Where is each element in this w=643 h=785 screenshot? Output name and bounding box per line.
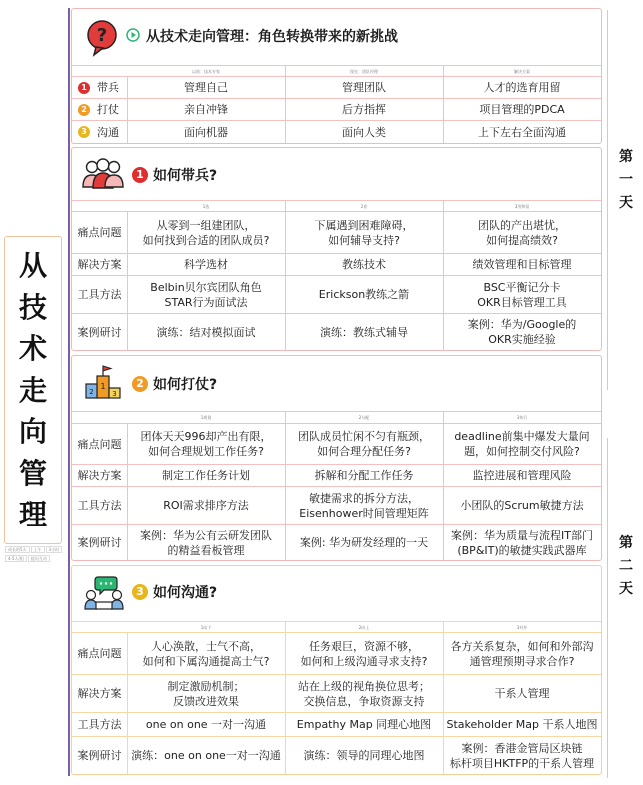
row-label xyxy=(72,77,127,98)
table-cell: BSC平衡记分卡 OKR目标管理工具 xyxy=(477,280,567,309)
table-cell: 人心涣散，士气不高， 如何和下属沟通提高士气? xyxy=(142,639,270,668)
day-one-rule xyxy=(607,10,608,390)
side-title-panel xyxy=(4,236,62,544)
col-header: 以前：技术专家 xyxy=(192,68,220,74)
side-tag: 成长的5天 xyxy=(5,546,30,553)
table-cell: Erickson教练之箭 xyxy=(318,288,410,301)
intro-row xyxy=(72,120,601,143)
col-header: 1选 xyxy=(202,203,210,209)
table-cell: 团队的产出堪忧， 如何提高绩效? xyxy=(478,218,566,247)
table-cell: 监控进展和管理风险 xyxy=(472,469,572,482)
row-label: 解决方案 xyxy=(77,687,122,700)
team-people-icon xyxy=(81,156,125,190)
table-cell: 小团队的Scrum敏捷方法 xyxy=(460,499,584,512)
row-label: 工具方法 xyxy=(77,718,122,731)
col-header: 1向下 xyxy=(200,624,212,630)
row-label-text: 带兵 xyxy=(97,81,119,94)
section-number-badge: 3 xyxy=(132,584,148,600)
table-cell: 管理自己 xyxy=(184,81,228,94)
row-label: 案例研讨 xyxy=(77,536,122,549)
section-number-badge: 1 xyxy=(132,167,148,183)
col-header: 2分配 xyxy=(358,415,370,420)
table-cell: one on one 一对一沟通 xyxy=(145,718,267,731)
table-cell: 案例：华为公有云研发团队 的精益看板管理 xyxy=(140,528,272,557)
table-cell: 演练：教练式辅导 xyxy=(320,325,408,339)
table-cell: 面向机器 xyxy=(184,125,228,139)
table-cell: 面向人类 xyxy=(342,125,386,139)
section-header-row xyxy=(72,200,601,211)
table-row xyxy=(72,524,601,560)
row-label: 痛点问题 xyxy=(77,226,122,239)
day-one-label xyxy=(615,146,637,215)
question-icon xyxy=(86,19,118,57)
side-title-char: 走 xyxy=(18,373,47,407)
side-title-char: 从 xyxy=(18,249,47,282)
table-cell: 拆解和分配工作任务 xyxy=(314,469,414,482)
table-cell: 科学选材 xyxy=(184,258,228,271)
row-label-text: 沟通 xyxy=(97,125,119,139)
table-cell: 案例：华为/Google的 OKR实施经验 xyxy=(467,318,577,346)
table-cell: 绩效管理和目标管理 xyxy=(472,258,572,271)
section-title: 如何打仗? xyxy=(153,377,218,393)
table-row xyxy=(72,632,601,674)
svg-text:2: 2 xyxy=(89,388,94,396)
section-title: 如何带兵? xyxy=(153,168,218,184)
conversation-icon xyxy=(84,575,124,611)
table-cell: 任务艰巨，资源不够， 如何和上级沟通寻求支持? xyxy=(300,639,428,668)
side-tags xyxy=(5,545,65,563)
table-row xyxy=(72,313,601,350)
col-header: 解决方案 xyxy=(514,68,530,74)
intro-row xyxy=(72,76,601,98)
section-number-badge: 2 xyxy=(132,376,148,392)
row-label: 案例研讨 xyxy=(77,325,122,339)
row-label xyxy=(72,99,127,120)
table-cell: 人才的选育用留 xyxy=(483,81,561,94)
col-header: 3执行 xyxy=(516,415,528,420)
col-header: 3用和留 xyxy=(514,203,530,209)
row-label: 工具方法 xyxy=(77,288,122,301)
day-char: 第 xyxy=(619,149,633,165)
day-two-label xyxy=(615,532,637,601)
intro-header-row xyxy=(72,65,601,76)
table-cell: 制定激励机制； 反馈改进效果 xyxy=(167,679,245,708)
side-tag: 上午 xyxy=(31,546,45,553)
table-row xyxy=(72,464,601,486)
table-cell: 敏捷需求的拆分方法， Eisenhower时间管理矩阵 xyxy=(299,491,429,520)
table-cell: Stakeholder Map 干系人地图 xyxy=(446,718,598,731)
side-title-char: 理 xyxy=(18,498,47,531)
section-card-battle xyxy=(71,355,602,561)
table-cell: 上下左右全面沟通 xyxy=(478,125,566,139)
table-cell: 团队成员忙闲不匀有瓶颈， 如何合理分配任务? xyxy=(298,430,430,458)
table-cell: 后方指挥 xyxy=(342,103,386,116)
table-cell: 项目管理的PDCA xyxy=(479,103,565,116)
table-row xyxy=(72,423,601,464)
table-cell: 案例: 华为研发经理的一天 xyxy=(299,536,429,549)
section-card-communicate xyxy=(71,565,602,775)
day-char: 一 xyxy=(619,172,633,188)
table-cell: 教练技术 xyxy=(342,258,386,271)
table-row xyxy=(72,674,601,712)
table-row xyxy=(72,486,601,524)
side-title-char: 术 xyxy=(18,332,47,365)
table-cell: 管理团队 xyxy=(342,81,386,94)
table-cell: Empathy Map 同理心地图 xyxy=(296,718,432,731)
intro-title: 从技术走向管理：角色转换带来的新挑战 xyxy=(146,29,398,45)
row-label-text: 打仗 xyxy=(97,103,119,116)
table-cell: Belbin贝尔宾团队角色 STAR行为面试法 xyxy=(150,280,262,309)
row-label xyxy=(72,121,127,143)
section-header-row xyxy=(72,411,601,423)
table-cell: 制定工作任务计划 xyxy=(162,469,250,482)
row-label: 痛点问题 xyxy=(77,437,122,451)
day-char: 第 xyxy=(619,535,633,551)
col-header: 现在：团队经理 xyxy=(350,68,378,74)
table-row xyxy=(72,712,601,736)
section-header-row xyxy=(72,621,601,632)
svg-text:1: 1 xyxy=(100,382,106,391)
col-header: 2向上 xyxy=(358,624,370,630)
row-label: 痛点问题 xyxy=(77,647,122,660)
section-card-lead xyxy=(71,147,602,351)
table-cell: 案例：香港金管局区块链 标杆项目HKTFP的干系人管理 xyxy=(449,741,595,770)
svg-text:3: 3 xyxy=(112,390,117,398)
table-cell: 演练：one on one一对一沟通 xyxy=(131,749,281,762)
table-cell: 演练：领导的同理心地图 xyxy=(303,749,425,762)
intro-row xyxy=(72,98,601,120)
table-cell: 站在上级的视角换位思考； 交换信息，争取资源支持 xyxy=(298,679,430,708)
table-row xyxy=(72,253,601,275)
table-cell: 干系人管理 xyxy=(494,687,550,700)
table-cell: 从零到一组建团队， 如何找到合适的团队成员? xyxy=(142,218,270,247)
table-cell: 下属遇到困难障碍， 如何辅导支持? xyxy=(314,218,414,247)
row-label: 解决方案 xyxy=(77,258,122,271)
day-two-rule xyxy=(607,438,608,778)
podium-icon xyxy=(84,364,124,400)
side-tag: 提问互动 xyxy=(28,555,50,562)
col-header: 2育 xyxy=(360,203,368,209)
side-tag: 3小时 xyxy=(46,546,63,553)
col-header: 3对外 xyxy=(516,624,528,630)
side-tag: 4-5人/组 xyxy=(5,555,27,562)
section-title: 如何沟通? xyxy=(153,585,218,601)
row-label: 解决方案 xyxy=(77,469,122,482)
table-row xyxy=(72,211,601,253)
row-label: 工具方法 xyxy=(77,499,122,512)
timeline-line xyxy=(68,8,70,776)
number-badge: 2 xyxy=(78,104,90,116)
table-row xyxy=(72,275,601,313)
row-label: 案例研讨 xyxy=(77,749,122,762)
side-title-char: 管 xyxy=(18,456,47,490)
table-cell: 亲自冲锋 xyxy=(184,103,228,116)
table-cell: 演练：结对模拟面试 xyxy=(156,325,256,339)
day-char: 天 xyxy=(619,581,633,597)
side-title-char: 向 xyxy=(18,415,47,448)
number-badge: 1 xyxy=(78,82,90,94)
number-badge: 3 xyxy=(78,126,90,138)
play-circle-icon xyxy=(126,28,140,42)
table-row xyxy=(72,736,601,774)
day-char: 二 xyxy=(619,558,633,574)
table-cell: 各方关系复杂，如何和外部沟 通管理预期寻求合作? xyxy=(450,639,594,668)
side-title-char: 技 xyxy=(18,290,47,324)
table-cell: 案例：华为质量与流程IT部门 (BP&IT)的敏捷实践武器库 xyxy=(451,528,593,557)
col-header: 1规划 xyxy=(200,415,212,420)
intro-card xyxy=(71,8,602,144)
table-cell: deadline前集中爆发大量问 题，如何控制交付风险? xyxy=(454,430,590,458)
day-char: 天 xyxy=(619,195,633,211)
svg-text:?: ? xyxy=(96,25,108,46)
side-title xyxy=(5,245,61,536)
table-cell: ROI需求排序方法 xyxy=(163,499,249,512)
table-cell: 团体天天996却产出有限， 如何合理规划工作任务? xyxy=(140,430,272,458)
